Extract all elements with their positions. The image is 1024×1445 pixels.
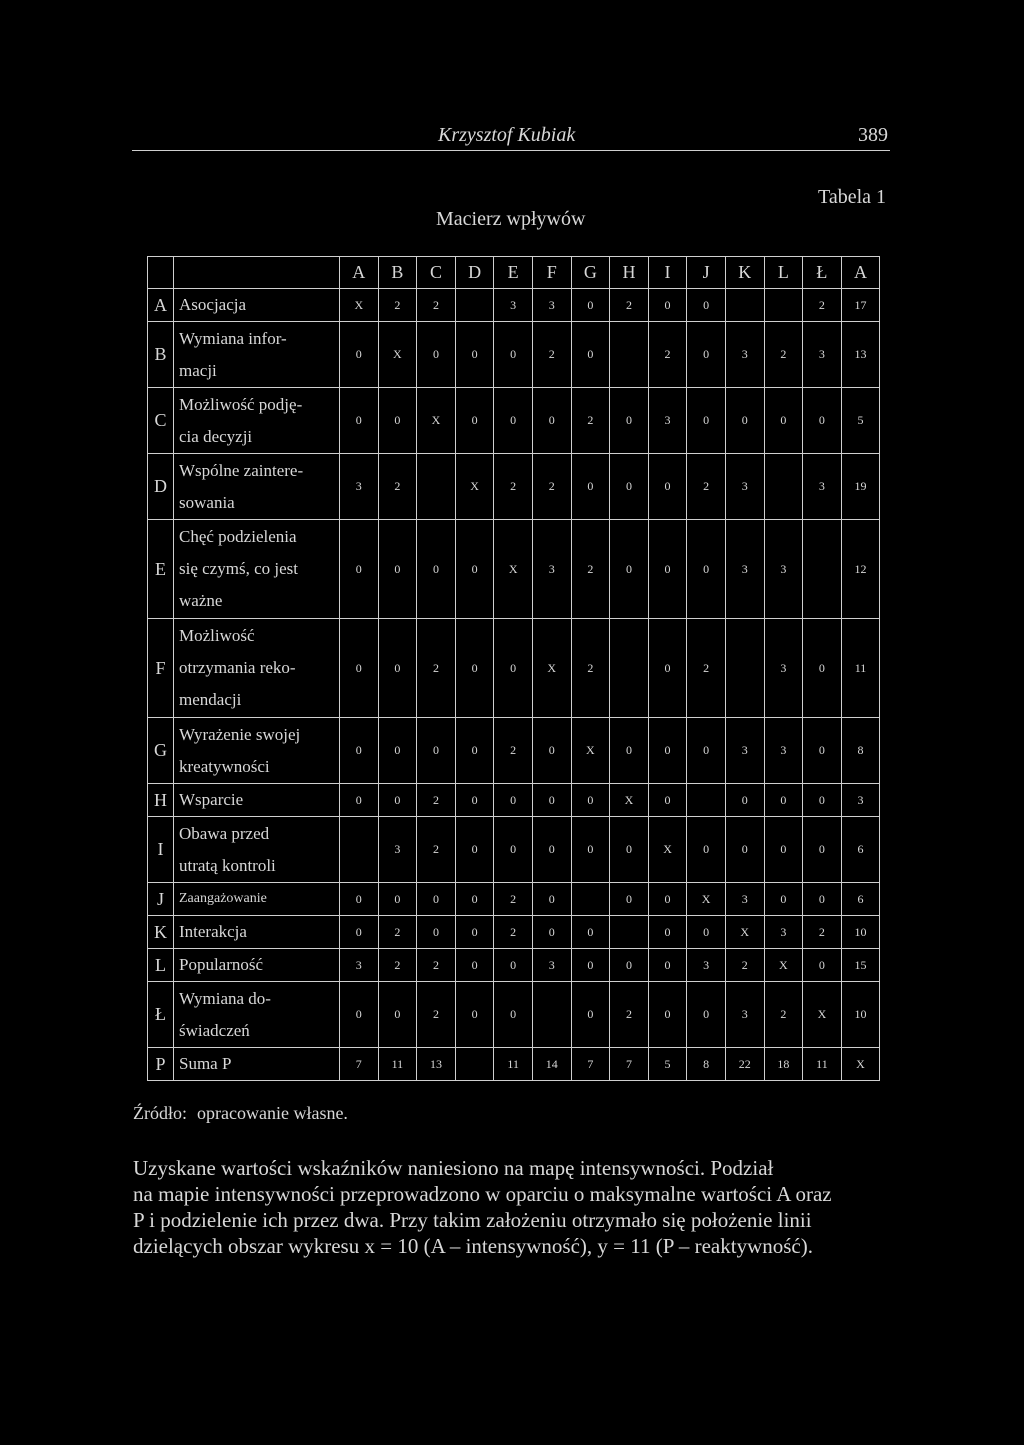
row-name <box>174 916 340 949</box>
matrix-cell: 2 <box>378 916 417 949</box>
matrix-cell: X <box>764 949 803 982</box>
row-name <box>174 883 340 916</box>
matrix-cell: 2 <box>803 289 842 322</box>
matrix-cell: 2 <box>725 949 764 982</box>
matrix-cell: 7 <box>340 1048 379 1081</box>
matrix-cell: 0 <box>494 322 533 388</box>
matrix-cell: 0 <box>648 619 687 718</box>
matrix-cell: 3 <box>725 982 764 1048</box>
matrix-cell: 0 <box>687 916 726 949</box>
matrix-cell <box>687 784 726 817</box>
matrix-cell: 0 <box>532 883 571 916</box>
row-code: B <box>148 322 174 388</box>
matrix-cell: 0 <box>571 454 610 520</box>
matrix-cell: 0 <box>648 718 687 784</box>
row-code: G <box>148 718 174 784</box>
row-name-line: Popularność <box>179 955 264 974</box>
row-name <box>174 718 340 784</box>
matrix-cell: 12 <box>841 520 880 619</box>
row-name <box>174 982 340 1048</box>
table-row <box>148 322 880 388</box>
row-name <box>174 322 340 388</box>
matrix-cell: 2 <box>764 982 803 1048</box>
matrix-cell: X <box>571 718 610 784</box>
matrix-cell <box>417 454 456 520</box>
matrix-cell: X <box>841 1048 880 1081</box>
matrix-cell: 0 <box>417 718 456 784</box>
row-code: Ł <box>148 982 174 1048</box>
matrix-cell: 3 <box>725 520 764 619</box>
matrix-cell: 2 <box>571 520 610 619</box>
matrix-cell: 3 <box>532 520 571 619</box>
row-code: K <box>148 916 174 949</box>
table-row <box>148 289 880 322</box>
row-code: P <box>148 1048 174 1081</box>
row-name-line: kreatywności <box>179 756 270 776</box>
matrix-cell: 0 <box>803 619 842 718</box>
matrix-cell: 0 <box>648 784 687 817</box>
row-name-line: Wspólne zaintere- <box>179 460 304 480</box>
row-code: L <box>148 949 174 982</box>
column-header: A <box>340 257 379 289</box>
paragraph-line: P i podzielenie ich przez dwa. Przy takim założeniu otrzymało się położenie linii <box>133 1208 812 1232</box>
row-code: I <box>148 817 174 883</box>
matrix-cell: 10 <box>841 982 880 1048</box>
matrix-cell <box>571 883 610 916</box>
column-header: F <box>532 257 571 289</box>
table-row <box>148 949 880 982</box>
column-header: L <box>764 257 803 289</box>
matrix-cell: 2 <box>648 322 687 388</box>
row-name <box>174 388 340 454</box>
table-row <box>148 916 880 949</box>
page-header <box>132 122 890 151</box>
matrix-cell: 0 <box>610 949 649 982</box>
row-name-line: macji <box>179 360 217 380</box>
matrix-cell: 0 <box>455 619 494 718</box>
row-name-line: się czymś, co jest <box>179 559 298 578</box>
matrix-cell: 11 <box>841 619 880 718</box>
matrix-cell: 2 <box>571 619 610 718</box>
matrix-cell: 0 <box>340 883 379 916</box>
matrix-cell: 5 <box>841 388 880 454</box>
matrix-cell: 0 <box>648 454 687 520</box>
matrix-cell: 0 <box>455 718 494 784</box>
matrix-cell <box>455 289 494 322</box>
matrix-cell: 0 <box>417 322 456 388</box>
matrix-cell: 0 <box>571 322 610 388</box>
matrix-cell: 0 <box>378 784 417 817</box>
matrix-cell: 0 <box>494 619 533 718</box>
page-number: 389 <box>858 124 888 146</box>
matrix-cell: 0 <box>455 982 494 1048</box>
matrix-cell: 2 <box>571 388 610 454</box>
row-name-line: Możliwość podję- <box>179 394 303 414</box>
matrix-cell: 2 <box>417 619 456 718</box>
column-header: H <box>610 257 649 289</box>
matrix-cell: 0 <box>455 520 494 619</box>
row-name-line: Obawa przed <box>179 823 270 843</box>
column-header: C <box>417 257 456 289</box>
matrix-cell: 0 <box>417 520 456 619</box>
matrix-cell: 2 <box>494 718 533 784</box>
matrix-cell: 0 <box>648 289 687 322</box>
column-header: D <box>455 257 494 289</box>
matrix-cell: 2 <box>378 289 417 322</box>
column-header: K <box>725 257 764 289</box>
matrix-cell: 3 <box>803 322 842 388</box>
matrix-cell: 7 <box>571 1048 610 1081</box>
column-header: B <box>378 257 417 289</box>
matrix-cell: 0 <box>340 388 379 454</box>
matrix-cell: 0 <box>571 817 610 883</box>
matrix-cell: 0 <box>764 388 803 454</box>
matrix-cell: 18 <box>764 1048 803 1081</box>
table-row <box>148 883 880 916</box>
matrix-cell: 0 <box>494 784 533 817</box>
matrix-cell: 0 <box>725 817 764 883</box>
row-name-line: Wyrażenie swojej <box>179 724 301 744</box>
matrix-cell: 0 <box>455 949 494 982</box>
column-header: A <box>841 257 880 289</box>
matrix-cell: 0 <box>571 289 610 322</box>
matrix-cell: 3 <box>764 520 803 619</box>
column-header: J <box>687 257 726 289</box>
matrix-cell: X <box>455 454 494 520</box>
matrix-cell: 11 <box>803 1048 842 1081</box>
matrix-cell: 5 <box>648 1048 687 1081</box>
matrix-cell: 0 <box>340 619 379 718</box>
matrix-cell: 2 <box>687 619 726 718</box>
row-name-line: Chęć podzielenia <box>179 527 297 546</box>
column-header: Ł <box>803 257 842 289</box>
matrix-cell: 19 <box>841 454 880 520</box>
matrix-cell: 0 <box>687 982 726 1048</box>
table-title: Macierz wpływów <box>436 208 586 230</box>
matrix-cell: 13 <box>841 322 880 388</box>
source-note <box>133 1103 348 1124</box>
matrix-cell: 0 <box>455 784 494 817</box>
matrix-cell: 2 <box>417 289 456 322</box>
matrix-cell: 0 <box>340 982 379 1048</box>
paragraph-line: Uzyskane wartości wskaźników naniesiono na mapę intensywności. Podział <box>133 1156 774 1180</box>
matrix-cell: 0 <box>455 388 494 454</box>
matrix-cell <box>532 982 571 1048</box>
table-row <box>148 784 880 817</box>
matrix-cell: 0 <box>687 388 726 454</box>
source-text: opracowanie własne. <box>197 1103 348 1123</box>
matrix-cell: 2 <box>532 454 571 520</box>
matrix-cell: 2 <box>532 322 571 388</box>
row-name-line: mendacji <box>179 690 242 709</box>
matrix-cell: 7 <box>610 1048 649 1081</box>
matrix-cell: 0 <box>378 883 417 916</box>
matrix-cell: 0 <box>494 982 533 1048</box>
matrix-cell: 3 <box>764 916 803 949</box>
row-name <box>174 619 340 718</box>
matrix-cell: 3 <box>687 949 726 982</box>
matrix-cell: X <box>417 388 456 454</box>
matrix-cell: 3 <box>725 718 764 784</box>
matrix-cell <box>803 520 842 619</box>
matrix-cell: 15 <box>841 949 880 982</box>
column-header: I <box>648 257 687 289</box>
row-name-line: Suma P <box>179 1054 232 1073</box>
row-name-line: utratą kontroli <box>179 855 276 875</box>
matrix-cell: 22 <box>725 1048 764 1081</box>
matrix-cell: 0 <box>803 784 842 817</box>
row-code: E <box>148 520 174 619</box>
matrix-cell: 3 <box>725 454 764 520</box>
matrix-cell: 0 <box>610 718 649 784</box>
matrix-cell <box>725 619 764 718</box>
matrix-cell: 11 <box>494 1048 533 1081</box>
matrix-cell: 2 <box>494 916 533 949</box>
matrix-cell: 0 <box>803 883 842 916</box>
matrix-cell: 0 <box>378 388 417 454</box>
matrix-cell: 0 <box>803 718 842 784</box>
matrix-cell: 3 <box>532 289 571 322</box>
matrix-cell: 2 <box>378 949 417 982</box>
table-label: Tabela 1 <box>818 186 887 208</box>
matrix-cell: 0 <box>532 388 571 454</box>
matrix-cell: 3 <box>532 949 571 982</box>
row-name <box>174 454 340 520</box>
table-row <box>148 388 880 454</box>
paragraph-line: na mapie intensywności przeprowadzono w oparciu o maksymalne wartości A oraz <box>133 1182 832 1206</box>
matrix-cell: 0 <box>687 817 726 883</box>
row-code: J <box>148 883 174 916</box>
matrix-cell: 0 <box>494 388 533 454</box>
matrix-cell: 0 <box>648 520 687 619</box>
table-row <box>148 619 880 718</box>
header-blank-cell <box>174 257 340 289</box>
column-header: E <box>494 257 533 289</box>
matrix-cell: 0 <box>378 982 417 1048</box>
matrix-cell: X <box>532 619 571 718</box>
row-name <box>174 817 340 883</box>
row-code: A <box>148 289 174 322</box>
matrix-cell: 0 <box>340 784 379 817</box>
matrix-cell <box>725 289 764 322</box>
matrix-cell: 0 <box>571 784 610 817</box>
matrix-cell: 0 <box>571 982 610 1048</box>
matrix-cell: X <box>494 520 533 619</box>
matrix-cell: 0 <box>494 817 533 883</box>
matrix-cell: 0 <box>687 289 726 322</box>
matrix-cell: 3 <box>764 619 803 718</box>
matrix-cell: 2 <box>417 982 456 1048</box>
matrix-cell <box>455 1048 494 1081</box>
matrix-cell: 0 <box>532 916 571 949</box>
matrix-cell: 0 <box>455 817 494 883</box>
row-code: F <box>148 619 174 718</box>
row-name-line: Interakcja <box>179 922 247 941</box>
table-row <box>148 454 880 520</box>
paragraph-line: dzielących obszar wykresu x = 10 (A – intensywność), y = 11 (P – reaktywność). <box>133 1234 813 1258</box>
column-header: G <box>571 257 610 289</box>
matrix-cell: 3 <box>841 784 880 817</box>
matrix-cell: 2 <box>610 982 649 1048</box>
matrix-cell: 0 <box>455 916 494 949</box>
matrix-cell: 2 <box>417 784 456 817</box>
matrix-cell: 0 <box>648 949 687 982</box>
row-name-line: Wymiana infor- <box>179 328 287 348</box>
matrix-cell: 0 <box>648 982 687 1048</box>
matrix-cell: 0 <box>687 718 726 784</box>
matrix-cell: X <box>610 784 649 817</box>
source-label: Źródło: <box>133 1103 187 1123</box>
row-code: D <box>148 454 174 520</box>
matrix-cell: 0 <box>494 949 533 982</box>
matrix-cell: 0 <box>378 619 417 718</box>
matrix-cell: 0 <box>803 388 842 454</box>
matrix-cell: 0 <box>455 883 494 916</box>
matrix-cell: 0 <box>532 817 571 883</box>
matrix-cell: 0 <box>764 883 803 916</box>
matrix-cell: 0 <box>610 817 649 883</box>
matrix-cell: 0 <box>417 916 456 949</box>
header-blank-cell <box>148 257 174 289</box>
matrix-cell <box>340 817 379 883</box>
matrix-cell: 3 <box>725 322 764 388</box>
row-name-line: Możliwość <box>179 626 255 645</box>
matrix-cell: 0 <box>455 322 494 388</box>
matrix-cell: 2 <box>803 916 842 949</box>
matrix-cell <box>764 289 803 322</box>
matrix-cell: 0 <box>340 520 379 619</box>
row-name <box>174 1048 340 1081</box>
influence-matrix-table <box>147 256 880 1081</box>
row-name <box>174 289 340 322</box>
matrix-cell: 0 <box>571 949 610 982</box>
matrix-cell: 0 <box>532 718 571 784</box>
matrix-cell: 14 <box>532 1048 571 1081</box>
matrix-cell: 2 <box>378 454 417 520</box>
row-name <box>174 949 340 982</box>
matrix-cell: 0 <box>648 916 687 949</box>
matrix-cell: 2 <box>494 883 533 916</box>
matrix-cell: 2 <box>764 322 803 388</box>
matrix-cell: 0 <box>648 883 687 916</box>
row-name-line: Asocjacja <box>179 295 247 314</box>
table-row <box>148 817 880 883</box>
table-header-row <box>148 257 880 289</box>
matrix-cell: X <box>648 817 687 883</box>
matrix-cell: 0 <box>340 322 379 388</box>
matrix-cell: 8 <box>687 1048 726 1081</box>
matrix-cell: 0 <box>378 520 417 619</box>
table-row <box>148 1048 880 1081</box>
matrix-cell: 2 <box>687 454 726 520</box>
matrix-cell: X <box>378 322 417 388</box>
matrix-cell: 13 <box>417 1048 456 1081</box>
matrix-cell: 0 <box>532 784 571 817</box>
matrix-cell: 0 <box>378 718 417 784</box>
row-name <box>174 520 340 619</box>
running-author: Krzysztof Kubiak <box>438 124 576 146</box>
matrix-cell: 6 <box>841 883 880 916</box>
matrix-cell: 8 <box>841 718 880 784</box>
matrix-cell: 0 <box>571 916 610 949</box>
matrix-cell: 3 <box>378 817 417 883</box>
matrix-cell: X <box>340 289 379 322</box>
matrix-cell: 0 <box>803 817 842 883</box>
matrix-cell: 0 <box>764 784 803 817</box>
matrix-cell: 0 <box>610 883 649 916</box>
matrix-cell: 10 <box>841 916 880 949</box>
matrix-cell: X <box>687 883 726 916</box>
row-name-line: Zaangażowanie <box>179 891 267 906</box>
matrix-cell: 0 <box>610 454 649 520</box>
row-name-line: sowania <box>179 492 235 512</box>
matrix-cell: 3 <box>340 949 379 982</box>
matrix-cell: 0 <box>610 388 649 454</box>
matrix-cell: 3 <box>803 454 842 520</box>
matrix-cell: 2 <box>417 949 456 982</box>
matrix-cell: X <box>725 916 764 949</box>
matrix-cell <box>610 619 649 718</box>
row-name-line: Wymiana do- <box>179 988 271 1008</box>
matrix-cell: 0 <box>725 784 764 817</box>
row-name-line: Wsparcie <box>179 790 244 809</box>
matrix-cell: 0 <box>764 817 803 883</box>
matrix-cell: 0 <box>340 718 379 784</box>
matrix-cell: 0 <box>417 883 456 916</box>
matrix-cell: 0 <box>725 388 764 454</box>
matrix-cell: 3 <box>764 718 803 784</box>
matrix-cell: 11 <box>378 1048 417 1081</box>
matrix-cell: 3 <box>340 454 379 520</box>
row-name-line: otrzymania reko- <box>179 658 296 677</box>
body-paragraph <box>133 1155 891 1259</box>
matrix-cell: 2 <box>417 817 456 883</box>
matrix-cell: X <box>803 982 842 1048</box>
table-row <box>148 718 880 784</box>
matrix-cell: 6 <box>841 817 880 883</box>
row-code: C <box>148 388 174 454</box>
matrix-cell: 0 <box>687 520 726 619</box>
matrix-cell: 2 <box>494 454 533 520</box>
row-name <box>174 784 340 817</box>
row-name-line: cia decyzji <box>179 426 253 446</box>
matrix-cell <box>764 454 803 520</box>
matrix-cell <box>610 916 649 949</box>
matrix-cell: 0 <box>610 520 649 619</box>
matrix-cell: 17 <box>841 289 880 322</box>
matrix-cell: 0 <box>340 916 379 949</box>
matrix-cell: 0 <box>803 949 842 982</box>
row-name-line: świadczeń <box>179 1020 250 1040</box>
matrix-cell <box>610 322 649 388</box>
table-row <box>148 982 880 1048</box>
table-row <box>148 520 880 619</box>
matrix-cell: 3 <box>725 883 764 916</box>
row-code: H <box>148 784 174 817</box>
matrix-cell: 3 <box>494 289 533 322</box>
matrix-cell: 2 <box>610 289 649 322</box>
row-name-line: ważne <box>179 591 223 610</box>
matrix-cell: 0 <box>687 322 726 388</box>
matrix-cell: 3 <box>648 388 687 454</box>
